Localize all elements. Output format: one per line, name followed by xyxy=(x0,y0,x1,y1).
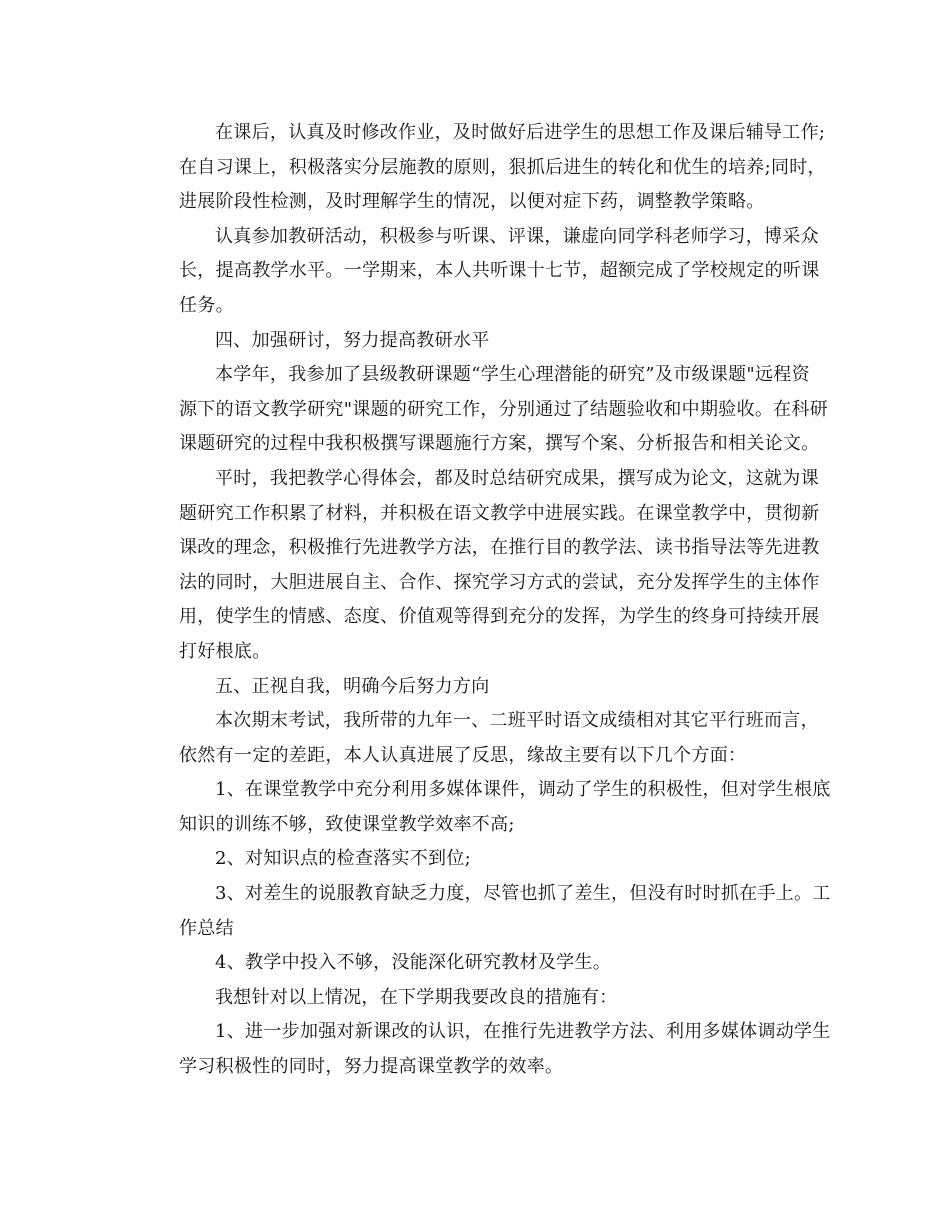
paragraph-teaching-research xyxy=(143,220,820,324)
list-item-reason-1 xyxy=(143,773,831,842)
text-line: 在自习课上，积极落实分层施教的原则，狠抓后进生的转化和优生的培养;同时， xyxy=(179,156,826,178)
paragraph-final-exam xyxy=(143,704,819,773)
section-heading-four xyxy=(143,324,807,359)
text-line: 题研究工作积累了材料，并积极在语文教学中进展实践。在课堂教学中，贯彻新 xyxy=(179,502,820,524)
text-line: 知识的训练不够，致使课堂教学效率不高; xyxy=(179,813,515,835)
text-line: 长，提高教学水平。一学期来，本人共听课十七节，超额完成了学校规定的听课 xyxy=(179,260,820,282)
text-line: 课题研究的过程中我积极撰写课题施行方案，撰写个案、分析报告和相关论文。 xyxy=(179,433,820,455)
list-item-reason-2 xyxy=(143,842,807,877)
text-line: 3、对差生的说服教育缺乏力度，尽管也抓了差生，但没有时时抓在手上。工 xyxy=(215,883,831,905)
text-line: 四、加强研讨，努力提高教研水平 xyxy=(215,329,490,351)
text-line: 平时，我把教学心得体会，都及时总结研究成果，撰写成为论文，这就为课 xyxy=(215,467,819,489)
text-line: 1、在课堂教学中充分利用多媒体课件，调动了学生的积极性，但对学生根底 xyxy=(215,779,831,801)
text-line: 进展阶段性检测，及时理解学生的情况，以便对症下药，调整教学策略。 xyxy=(179,191,765,213)
text-line: 作总结 xyxy=(179,917,234,939)
paragraph-research-projects xyxy=(143,358,829,462)
text-line: 我想针对以上情况，在下学期我要改良的措施有： xyxy=(215,986,618,1008)
text-line: 本学年，我参加了县级教研课题“学生心理潜能的研究”及市级课题"远程资 xyxy=(215,364,810,386)
list-item-reason-4 xyxy=(143,946,807,981)
text-line: 认真参加教研活动，积极参与听课、评课，谦虚向同学科老师学习，博采众 xyxy=(215,225,819,247)
document-body xyxy=(143,116,831,1085)
text-line: 打好根底。 xyxy=(179,640,271,662)
text-line: 学习积极性的同时，努力提高课堂教学的效率。 xyxy=(179,1056,564,1078)
paragraph-after-class xyxy=(143,116,826,220)
section-heading-five xyxy=(143,670,807,705)
paragraph-improvement-intro xyxy=(143,981,807,1016)
text-line: 依然有一定的差距，本人认真进展了反思，缘故主要有以下几个方面： xyxy=(179,744,747,766)
text-line: 1、进一步加强对新课改的认识，在推行先进教学方法、利用多媒体调动学生 xyxy=(215,1021,831,1043)
text-line: 4、教学中投入不够，没能深化研究教材及学生。 xyxy=(215,952,612,974)
text-line: 在课后，认真及时修改作业，及时做好后进学生的思想工作及课后辅导工作; xyxy=(215,122,826,143)
text-line: 源下的语文教学研究"课题的研究工作，分别通过了结题验收和中期验收。在科研 xyxy=(179,398,829,420)
text-line: 五、正视自我，明确今后努力方向 xyxy=(215,675,490,697)
list-item-reason-3 xyxy=(143,877,831,946)
text-line: 用，使学生的情感、态度、价值观等得到充分的发挥，为学生的终身可持续开展 xyxy=(179,606,820,628)
text-line: 本次期末考试，我所带的九年一、二班平时语文成绩相对其它平行班而言， xyxy=(215,710,819,732)
text-line: 法的同时，大胆进展自主、合作、探究学习方式的尝试，充分发挥学生的主体作 xyxy=(179,571,820,593)
list-item-measure-1 xyxy=(143,1015,831,1084)
text-line: 2、对知识点的检查落实不到位; xyxy=(215,848,472,870)
text-line: 任务。 xyxy=(179,294,234,316)
paragraph-daily-practice xyxy=(143,462,820,670)
text-line: 课改的理念，积极推行先进教学方法，在推行目的教学法、读书指导法等先进教 xyxy=(179,537,820,559)
